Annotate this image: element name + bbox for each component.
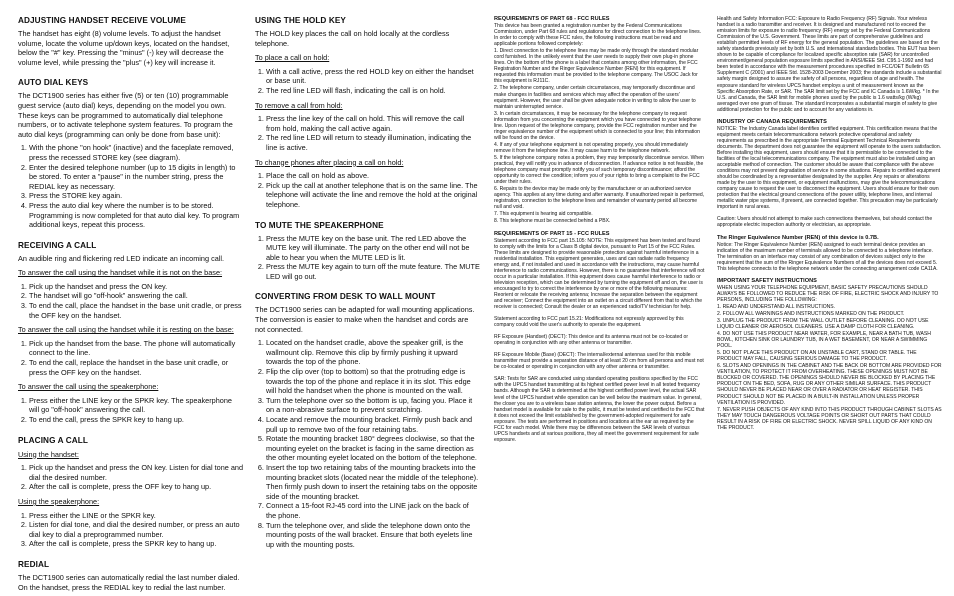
subheading-answer-base: To answer the call using the handset while it is resting on the base:	[18, 325, 234, 335]
subheading-remove-hold: To remove a call from hold:	[255, 100, 343, 110]
text-part68-item: 3. In certain circumstances, it may be necessary for the telephone company to request information from you concerning the equipment which you have connected to your telephone line. Upon request of the telephone company, provide the FCC registration number and the ringer equivalence number of the equipment which is connected to your line; this information will be found on the device.	[494, 110, 701, 141]
text-part68-item: 5. If the telephone company notes a problem, they may temporarily discontinue service. When practical, they will notify you in advance of disconnection. If advance notice is not feasible, the telephone company must promptly notify you of such temporary discontinuance; afford the opportunity to correct the condition; inform you of your rights to bring a complaint to the FCC under their rules.	[494, 154, 704, 186]
heading-fcc-part-15: REQUIREMENTS OF PART 15 - FCC RULES	[494, 230, 610, 237]
text-part68-item: 8. This telephone must be connected behind a PBX.	[494, 218, 611, 225]
list-item: 4. Locate and remove the mounting bracket. Firmly push back and pull up to remove two of the four retaining tabs.	[266, 415, 480, 434]
list-item: 2. To end the call, press the SPKR key to hang up.	[29, 415, 244, 425]
text-ren: Notice: The Ringer Equivalence Number (REN) assigned to each terminal device provides an indication of the maximum number of terminals allowed to be connected to a telephone interface. The termination on an interface may consist of any combination of devices subject only to the requirement that the sum of the Ringer Equivalence Numbers of all the devices does not exceed 5. This telephone connects to the telephone network under the connecting arrangement code CA11A.	[717, 241, 938, 272]
subheading-change-phones: To change phones after placing a call on hold:	[255, 157, 404, 167]
column-2	[255, 16, 480, 553]
list-place-hold	[255, 67, 480, 96]
safety-item: 2. FOLLOW ALL WARNINGS AND INSTRUCTIONS MARKED ON THE PRODUCT.	[717, 310, 905, 317]
list-item: 3. Press the STORE key again.	[29, 191, 244, 201]
list-item: 1. Located on the handset cradle, above the speaker grill, is the wallmount clip. Remove this clip by firmly pushing it upward towards the top of the phone.	[266, 338, 480, 367]
list-wall-mount-steps	[255, 338, 480, 549]
text-part15: Statement according to FCC part 15.105: NOTE: This equipment has been tested and found to comply with the limits for a Class B digital device, pursuant to Part 15 of the FCC Rules. These limits are designed to provide reasonable protection against harmful interference in a residential installation. This equipment generates, uses and can radiate radio frequency energy and, if not installed and used in accordance with the instructions, may cause harmful interference to radio communications. However, there is no guarantee that interference will not occur in a particular installation. If this equipment does cause harmful interference to radio or television reception, which can be determined by turning the equipment off and on, the user is encouraged to try to correct the interference by one or more of the following measures: Reorient or relocate the receiving antenna; Increase the separation between the equipment and receiver; Connect the equipment into an outlet on a circuit different from that to which the receiver is connected; Consult the dealer or an experienced radio/TV technician for help.	[494, 237, 705, 311]
text-part68-item: 2. The telephone company, under certain circumstances, may temporarily discontinue and make changes in facilities and services which may affect the operation of the users' equipment. However, the user shall be given adequate notice in writing to allow the user to maintain uninterrupted service.	[494, 85, 696, 110]
heading-safety-instructions: IMPORTANT SAFETY INSTRUCTIONS	[717, 277, 817, 284]
list-change-phones	[255, 171, 480, 209]
text-part68-item: 1. Direct connection to the telephone lines may be made only through the standard modular cord furnished. In the unlikely event that the user needs to supply their own plug-in phone lines. On the bottom of the phone is a label that contains among other information, the FCC Registration Number and the Ringer Equivalence Number (REN) for this equipment. If requested this information must be provided to the telephone company. The USOC Jack for this equipment is RJ11C.	[494, 48, 699, 85]
safety-item: 4. DO NOT USE THIS PRODUCT NEAR WATER, FOR EXAMPLE, NEAR A BATH TUB, WASH BOWL, KITCHEN SINK OR LAUNDRY TUB, IN A WET BASEMENT, OR NEAR A SWIMMING POOL.	[717, 331, 931, 350]
text-part68-item: 6. Repairs to the device may be made only by the manufacturer or an authorized service agency. This applies at any time during and after warranty. If unauthorized repair is performed, registration, connection to the telephone lines and remainder of warranty period all become null and void.	[494, 186, 705, 211]
list-item: 1. Pick up the handset and press the ON key.	[29, 282, 244, 292]
list-item: 1. With the phone "on hook" (inactive) and the faceplate removed, press the recessed STORE key (see diagram).	[29, 143, 244, 162]
text-adjust-volume: The handset has eight (8) volume levels. To adjust the handset volume, locate the volume up/down keys, located on the handset, below the "#" key. Pressing the "minus" (-) key will decrease the volume level, while pressing the "plus" (+) key will increase it.	[18, 29, 230, 67]
list-answer-base	[18, 339, 244, 377]
text-part15-21: Statement according to FCC part 15.21: Modifications not expressly approved by this company could void the user's authority to operate the equipment.	[494, 316, 684, 329]
heading-wall-mount: CONVERTING FROM DESK TO WALL MOUNT	[255, 292, 436, 302]
subheading-answer-handset: To answer the call using the handset while it is not on the base:	[18, 268, 223, 278]
list-item: 8. Turn the telephone over, and slide the telephone down onto the mounting posts of the wall bracket. Ensure that both eyelets line up with the mounting posts.	[266, 521, 480, 550]
heading-ren: The Ringer Equivalence Number (REN) of this device is 0.7B.	[717, 234, 879, 241]
list-item: 2. The red line LED will return to steady illumination, indicating the line is active.	[266, 133, 480, 152]
list-item: 6. Insert the top two retaining tabs of the mounting brackets into the mounting bracket slots (located near the middle of the telephone). Then firmly push down to insert the retaining tabs on the opposite side of the mounting bracket.	[266, 463, 480, 501]
text-rf-exposure-base: RF Exposure Mobile (Base) (DECT): The internal/external antennas used for this mobile transmitter must provide a separation distance of at least 20 cm from all persons and must not be co-located or operating in conjunction with any other antenna or transmitter.	[494, 352, 704, 371]
list-item: 1. Pick up the handset and press the ON key. Listen for dial tone and dial the desired number.	[29, 463, 244, 482]
heading-fcc-part-68: REQUIREMENTS OF PART 68 - FCC RULES	[494, 16, 610, 22]
list-item: 5. Rotate the mounting bracket 180° degrees clockwise, so that the mounting eyelet on the bracket is facing in the same direction as the other mounting eyelet located on the bottom of the telephone.	[266, 434, 480, 463]
heading-mute: TO MUTE THE SPEAKERPHONE	[255, 220, 384, 230]
list-item: 1. Press either the LINE key or the SPKR key. The speakerphone will go "off-hook" answering the call.	[29, 396, 244, 415]
list-item: 2. Enter the desired telephone number (up to 15 digits in length) to be stored. To enter a "pause" in the number string, press the REDIAL key as necessary.	[29, 163, 244, 192]
column-4	[717, 16, 942, 432]
safety-item: 7. NEVER PUSH OBJECTS OF ANY KIND INTO THIS PRODUCT THROUGH CABINET SLOTS AS THEY MAY TOUCH DANGEROUS VOLTAGE POINTS OR SHORT OUT PARTS THAT COULD RESULT IN A RISK OF FIRE OR ELECTRIC SHOCK. NEVER SPILL LIQUID OF ANY KIND ON THE PRODUCT.	[717, 406, 942, 431]
list-item: 2. Pick up the call at another telephone that is on the same line. The telephone will activate the line and remove the hold at the original telephone.	[266, 181, 480, 210]
heading-redial: REDIAL	[18, 559, 50, 569]
list-item: 2. Listen for dial tone, and dial the desired number, or press an auto dial key to dial a preprogrammed number.	[29, 520, 244, 539]
subheading-answer-speaker: To answer the call using the speakerphone:	[18, 382, 159, 392]
list-answer-handset	[18, 282, 244, 320]
list-item: 2. After the call is complete, press the OFF key to hang up.	[29, 482, 244, 492]
list-item: 3. Turn the telephone over so the bottom is up, facing you. Place it on a non-abrasive surface to prevent scratching.	[266, 396, 480, 415]
text-part68-intro: This device has been granted a registration number by the Federal Communications Commission, under Part 68 rules and regulations for direct connection to the telephone lines. In order to comply with these FCC rules, the following instructions must be read and applicable portions followed completely:	[494, 23, 702, 48]
subheading-place-hold: To place a call on hold:	[255, 53, 330, 63]
list-item: 2. Flip the clip over (top to bottom) so that the protruding edge is towards the top of the phone and replace it in its slot. This edge will hold the handset when the phone is mounted on the wall.	[266, 367, 480, 396]
list-mute-steps	[255, 234, 480, 282]
text-hold-key: The HOLD key places the call on hold locally at the cordless telephone.	[255, 29, 450, 48]
list-item: 1. Press either the LINE or the SPKR key.	[29, 511, 244, 521]
list-item: 1. Place the call on hold as above.	[266, 171, 480, 181]
list-item: 2. The handset will go "off-hook" answering the call.	[29, 291, 244, 301]
heading-adjust-volume: ADJUSTING HANDSET RECEIVE VOLUME	[18, 16, 186, 25]
text-receiving-call: An audible ring and flickering red LED indicate an incoming call.	[18, 253, 225, 263]
safety-item: 5. DO NOT PLACE THIS PRODUCT ON AN UNSTABLE CART, STAND OR TABLE. THE PRODUCT MAY FALL, CAUSING SERIOUS DAMAGE TO THE PRODUCT.	[717, 350, 917, 363]
text-safety-intro: WHEN USING YOUR TELEPHONE EQUIPMENT, BASIC SAFETY PRECAUTIONS SHOULD ALWAYS BE FOLLOWED TO REDUCE THE RISK OF FIRE, ELECTRIC SHOCK AND INJURY TO PERSONS, INCLUDING THE FOLLOWING:	[717, 284, 939, 303]
list-item: 2. To end the call, replace the handset in the base unit cradle, or press the OFF key on the handset.	[29, 358, 244, 377]
heading-placing-call: PLACING A CALL	[18, 435, 88, 445]
list-place-speaker	[18, 511, 244, 549]
list-auto-dial-steps	[18, 143, 244, 229]
text-part68-item: 7. This equipment is hearing aid compatible.	[494, 211, 593, 218]
heading-industry-canada: INDUSTRY OF CANADA REQUIREMENTS	[717, 118, 827, 125]
safety-item: 6. SLOTS AND OPENINGS IN THE CABINET AND THE BACK OR BOTTOM ARE PROVIDED FOR VENTILATION, TO PROTECT IT FROM OVERHEATING. THESE OPENINGS MUST NOT BE BLOCKED OR COVERED. THE OPENINGS SHOULD NEVER BE BLOCKED BY PLACING THE PRODUCT ON THE BED, SOFA, RUG OR ANY OTHER SIMILAR SURFACE. THIS PRODUCT SHOULD NEVER BE PLACED NEAR OR OVER A RADIATOR OR HEAT REGISTER. THIS PRODUCT SHOULD NOT BE PLACED IN A BUILT-IN INSTALLATION UNLESS PROPER VENTILATION IS PROVIDED.	[717, 363, 942, 406]
list-place-handset	[18, 463, 244, 492]
text-wall-mount: The DCT1900 series can be adapted for wall mounting applications. The conversion is easier to make when the handset and cords are not connected.	[255, 305, 475, 334]
text-sar: SAR: Tests for SAR are conducted using standard operating positions specified by the FCC with the UPCS handset transmitting at its highest certified power level in all tested frequency bands. Although the SAR is determined at the highest certified power level, the actual SAR level of the UPCS handset while operation can be well below the maximum value. In general, the closer you are to a wireless base station antenna, the lower the power output. Before a handset model is available for sale to the public, it must be tested and certified to the FCC that it does not exceed the limit established by the government-adopted requirement for safe exposure. The tests are performed in positions and locations at the ear as required by the FCC for each model. While there may be differences between the SAR levels of various UPCS handsets and at various positions, they all meet the government requirement for safe exposure.	[494, 376, 705, 443]
text-caution: Caution: Users should not attempt to make such connections themselves, but should contact the appropriate electric inspection authority or electrician, as appropriate.	[717, 216, 933, 229]
list-item: 3. To end the call, place the handset in the base unit cradle, or press the OFF key on the handset.	[29, 301, 244, 320]
text-redial: The DCT1900 series can automatically redial the last number dialed. On the handset, press the REDIAL key to redial the last number.	[18, 572, 240, 592]
list-item: 2. The red line LED will flash, indicating the call is on hold.	[266, 86, 480, 96]
text-auto-dial: The DCT1900 series has either five (5) or ten (10) programmable guest service (auto dial) keys, depending on the model you own. These keys can be programmed to automatically dial telephone numbers, or to activate telephone system features. To program the auto dial keys (programming can only be done from base unit):	[18, 91, 233, 139]
subheading-place-speaker: Using the speakerphone:	[18, 496, 100, 506]
column-3	[494, 16, 705, 444]
heading-auto-dial: AUTO DIAL KEYS	[18, 78, 89, 88]
text-part68-item: 4. If any of your telephone equipment is not operating properly, you should immediately remove it from the telephone line. It may cause harm to the telephone network.	[494, 141, 689, 154]
text-health-safety: Health and Safety Information FCC: Exposure to Radio Frequency (RF) Signals. Your wireless handset is a radio transmitter and receiver. It is designed and manufactured not to exceed the emission limits for exposure to radio frequency (RF) energy set by the Federal Communications Commission of the U.S. Government. These limits are part of comprehensive guidelines and establish permitted levels of RF energy for the general population. The guidelines are based on the safety standards previously set by both U.S. and international standards bodies. This EUT has been shown to be capable of compliance for localized specific absorption rate (SAR) for uncontrolled environment/general population exposure limits specified in ANSI/IEEE Std. C95.1-1992 and had been tested in accordance with the measurement procedures specified in FCC/OET Bulletin 65 Supplement C (2001) and IEEE Std. 1528-2003 December 2003; the standards include a substantial safety margin designed to assure the safety of all persons, regardless of age and health. The exposure standard for wireless UPCS handset employs a unit of measurement known as the Specific Absorption Rate, or SAR. The SAR limit set by the FCC and IC Canada is 1.6W/kg. * In the U.S. and Canada, the SAR limit for mobile phones used by the public is 1.6 watts/kg (W/kg) averaged over one gram of tissue. The standard incorporates a substantial margin of safety to give additional protection for the public and to account for any variations in.	[717, 16, 942, 113]
text-rf-exposure-handset: RF Exposure (Handset) (DECT): This device and its antenna must not be co-located or operating in conjunction with any other antenna or transmitter.	[494, 334, 689, 347]
list-item: 7. Connect a 15-foot RJ-45 cord into the LINE jack on the back of the phone.	[266, 501, 480, 520]
list-answer-speaker	[18, 396, 244, 425]
list-item: 1. With a call active, press the red HOLD key on either the handset or base unit.	[266, 67, 480, 86]
column-1	[18, 16, 244, 596]
subheading-place-handset: Using the handset:	[18, 449, 79, 459]
list-item: 1. Pick up the handset from the base. The phone will automatically connect to the line.	[29, 339, 244, 358]
safety-item: 1. READ AND UNDERSTAND ALL INSTRUCTIONS.	[717, 303, 836, 310]
safety-item: 3. UNPLUG THE PRODUCT FROM THE WALL OUTLET BEFORE CLEANING. DO NOT USE LIQUID CLEANER OR AEROSOL CLEANERS. USE A DAMP CLOTH FOR CLEANING.	[717, 317, 929, 331]
list-item: 3. After the call is complete, press the SPKR key to hang up.	[29, 539, 244, 549]
list-item: 1. Press the MUTE key on the base unit. The red LED above the MUTE key will illuminate. The party on the other end will not be able to hear you when the MUTE LED is lit.	[266, 234, 480, 263]
list-item: 2. Press the MUTE key again to turn off the mute feature. The MUTE LED will go out.	[266, 262, 480, 281]
list-item: 4. Press the auto dial key where the number is to be stored. Programming is now completed for that auto dial key. To program additional keys, repeat this process.	[29, 201, 244, 230]
list-item: 1. Press the line key of the call on hold. This will remove the call from hold, making the call active again.	[266, 114, 480, 133]
text-industry-canada: NOTICE: The Industry Canada label identifies certified equipment. This certification means that the equipment meets certain telecommunications network protective operational and safety requirements as prescribed in the appropriate Terminal Equipment Technical Requirements documents. The department does not guarantee the equipment will operate to the users satisfaction. Before installing this equipment, users should ensure that it is permissible to be connected to the facilities of the local telecommunications company. The equipment must also be installed using an acceptable method of connection. The customer should be aware that compliance with the above conditions may not prevent degradation of service in some situations. Repairs to certified equipment should be coordinated by a representative designated by the supplier. Any repairs or alterations made by the user to this equipment, or equipment malfunctions, may give the telecommunications company cause to request the user to disconnect the equipment. Users should ensure for their own protection that the electrical ground connections of the power utility, telephone lines, and internal metallic water pipe systems, if present, are connected together. This precaution may be particularly important in rural areas.	[717, 125, 942, 211]
heading-hold-key: USING THE HOLD KEY	[255, 16, 346, 25]
heading-receiving-call: RECEIVING A CALL	[18, 240, 97, 250]
list-remove-hold	[255, 114, 480, 152]
